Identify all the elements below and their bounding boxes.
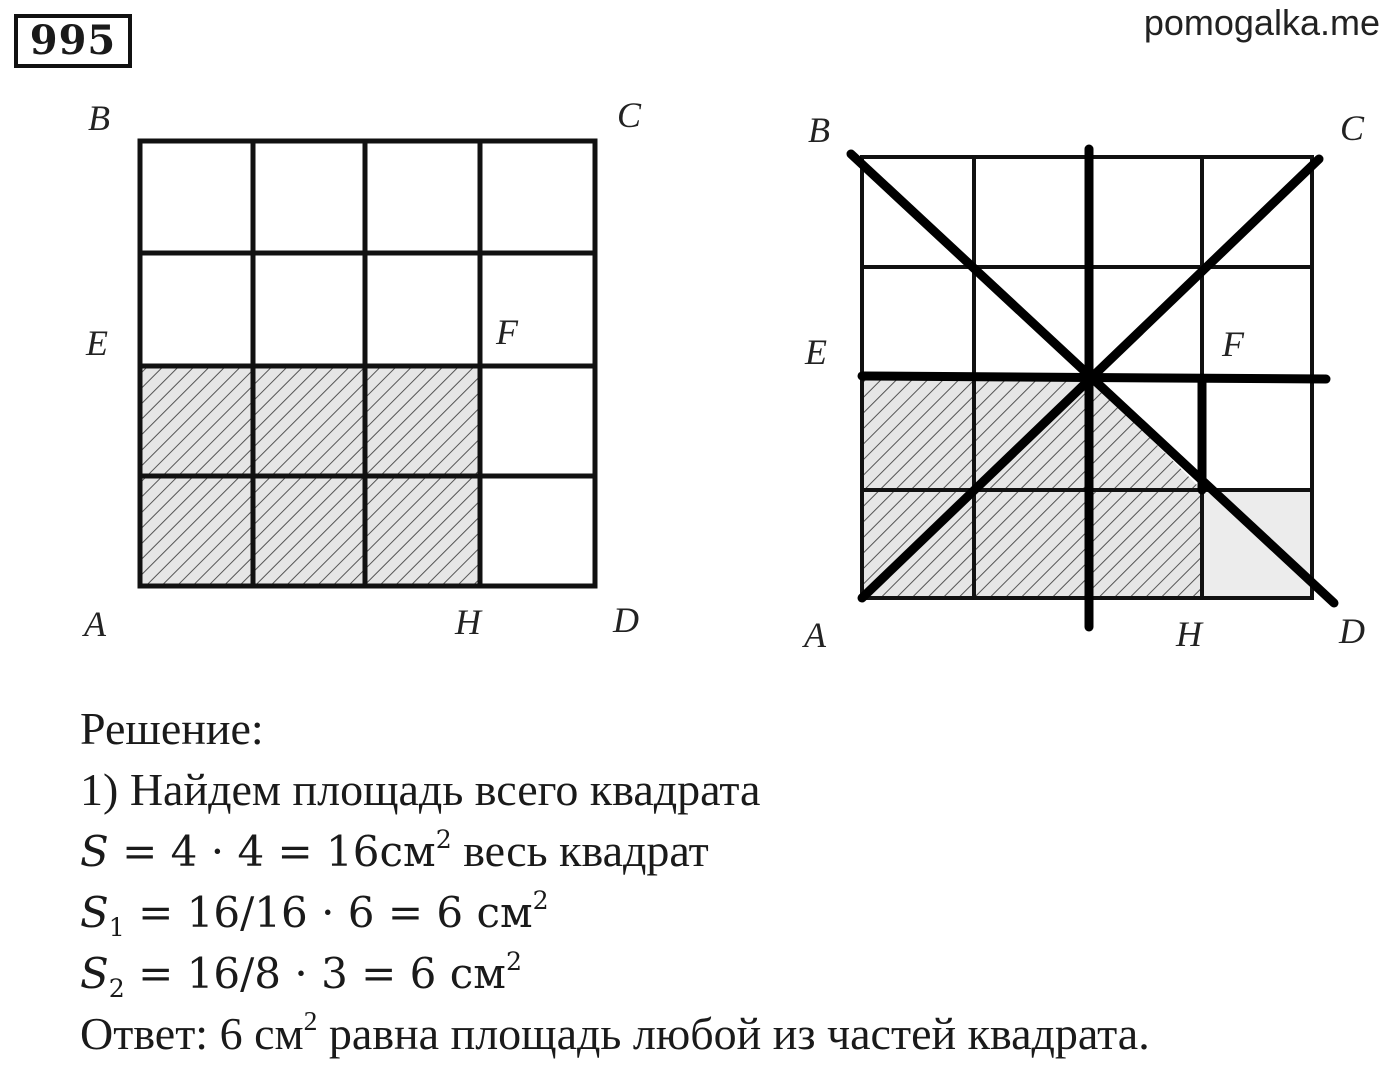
eq2-expression: = 16/16 · 6 = 6 см: [124, 888, 533, 937]
left-label-b: B: [88, 98, 110, 138]
left-label-a: A: [84, 604, 106, 644]
solution-heading: Решение:: [80, 703, 264, 754]
left-label-d: D: [613, 600, 639, 640]
answer-exponent: 2: [303, 1004, 318, 1036]
eq2-symbol: S: [80, 888, 109, 937]
eq3-expression: = 16/8 · 3 = 6 см: [124, 949, 506, 998]
right-label-e: E: [805, 332, 827, 372]
eq2-exponent: 2: [532, 886, 549, 916]
solution-step-1: 1) Найдем площадь всего квадрата: [80, 764, 761, 815]
answer-line: [80, 1003, 1380, 1064]
problem-number: 995: [14, 14, 132, 68]
solution-block: [80, 698, 1380, 1064]
right-label-c: C: [1340, 108, 1365, 148]
right-label-d: D: [1339, 611, 1365, 651]
right-light-shade: [1202, 490, 1312, 598]
left-label-h: H: [455, 602, 481, 642]
eq1-expression: = 4 · 4 = 16см: [108, 827, 436, 876]
left-label-c: C: [617, 95, 642, 135]
eq1-tail: весь квадрат: [451, 825, 709, 876]
watermark: pomogalka.me: [1143, 2, 1380, 43]
left-square-figure: [82, 95, 642, 644]
left-label-e: E: [86, 323, 108, 363]
right-square-figure: [802, 108, 1365, 655]
right-label-f: F: [1222, 324, 1244, 364]
equation-total-area: [80, 820, 1380, 881]
eq3-symbol: S: [80, 949, 109, 998]
eq2-subscript: 1: [108, 912, 125, 942]
right-label-b: B: [808, 110, 830, 150]
eq1-symbol: S: [80, 827, 109, 876]
eq3-subscript: 2: [108, 973, 125, 1003]
left-label-f: F: [496, 312, 518, 352]
eq3-exponent: 2: [505, 947, 522, 977]
equation-s2: [80, 942, 1380, 1003]
answer-head: Ответ: 6 см: [80, 1008, 304, 1059]
eq1-exponent: 2: [435, 825, 452, 855]
right-label-h: H: [1176, 614, 1202, 654]
right-label-a: A: [804, 615, 826, 655]
answer-tail: равна площадь любой из частей квадрата.: [317, 1008, 1150, 1059]
equation-s1: [80, 881, 1380, 942]
